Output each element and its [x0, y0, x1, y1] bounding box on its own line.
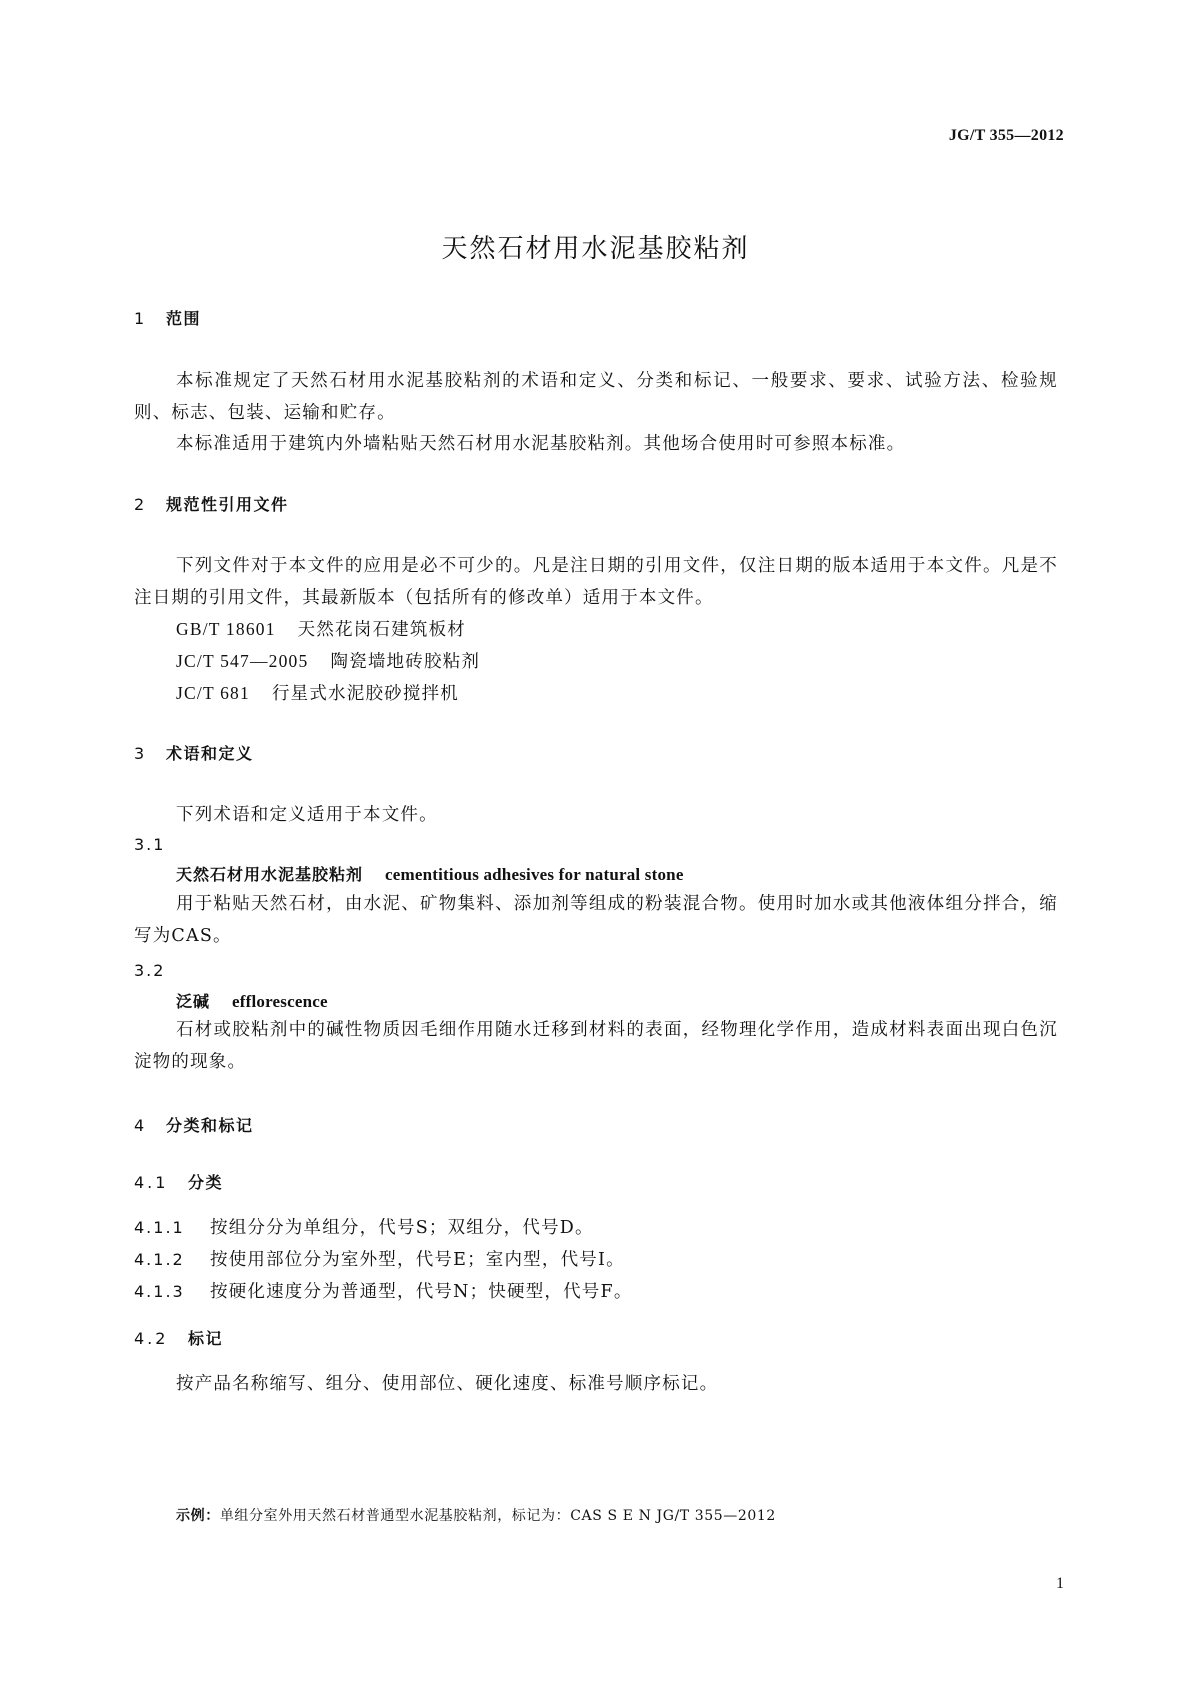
reference-item — [176, 645, 480, 678]
section-number: 3 — [134, 744, 146, 763]
clause-number: 4.1.1 — [134, 1218, 185, 1237]
example-label: 示例： — [176, 1508, 220, 1524]
section-number: 4.1 — [134, 1173, 169, 1192]
section-2-paragraph-1: 下列文件对于本文件的应用是必不可少的。凡是注日期的引用文件，仅注日期的版本适用于本文件。凡是不注日期的引用文件，其最新版本（包括所有的修改单）适用于本文件。 — [134, 556, 1058, 608]
term-heading — [176, 989, 328, 1012]
section-2-heading — [134, 492, 289, 515]
reference-title: 天然花岗石建筑板材 — [297, 620, 466, 640]
term-number: 3.1 — [134, 835, 166, 854]
section-title: 分类 — [188, 1173, 224, 1192]
section-number: 1 — [134, 309, 146, 328]
classification-item — [134, 1278, 633, 1303]
section-title: 范围 — [166, 309, 202, 328]
reference-item — [176, 613, 466, 646]
term-definition: 石材或胶粘剂中的碱性物质因毛细作用随水迁移到材料的表面，经物理化学作用，造成材料表面出现白色沉淀物的现象。 — [134, 1020, 1058, 1072]
reference-title: 行星式水泥胶砂搅拌机 — [271, 684, 459, 704]
reference-title: 陶瓷墙地砖胶粘剂 — [330, 652, 481, 672]
term-definition: 用于粘贴天然石材，由水泥、矿物集料、添加剂等组成的粉装混合物。使用时加水或其他液体组分拌合，缩写为CAS。 — [134, 894, 1058, 946]
reference-code: JC/T 547—2005 — [176, 651, 309, 671]
clause-text: 按使用部位分为室外型，代号E；室内型，代号I。 — [210, 1250, 625, 1270]
section-title: 标记 — [188, 1329, 224, 1348]
section-title: 规范性引用文件 — [166, 495, 289, 514]
section-3-heading — [134, 741, 254, 764]
section-1-heading — [134, 306, 201, 329]
document-title: 天然石材用水泥基胶粘剂 — [441, 234, 750, 264]
clause-text: 按硬化速度分为普通型，代号N；快硬型，代号F。 — [210, 1282, 633, 1302]
section-title: 分类和标记 — [166, 1116, 254, 1135]
section-number: 4 — [134, 1116, 146, 1135]
classification-item — [134, 1246, 625, 1271]
example-note — [176, 1505, 776, 1525]
section-1-paragraph-2: 本标准适用于建筑内外墙粘贴天然石材用水泥基胶粘剂。其他场合使用时可参照本标准。 — [176, 434, 906, 454]
section-4-heading — [134, 1113, 254, 1136]
section-title: 术语和定义 — [166, 744, 254, 763]
section-number: 2 — [134, 495, 146, 514]
section-4-1-heading — [134, 1170, 223, 1193]
reference-item — [176, 677, 459, 710]
section-3-intro: 下列术语和定义适用于本文件。 — [176, 805, 438, 825]
term-chinese: 天然石材用水泥基胶粘剂 — [176, 865, 364, 884]
clause-text: 按组分分为单组分，代号S；双组分，代号D。 — [210, 1218, 594, 1238]
classification-item — [134, 1214, 594, 1239]
term-number: 3.2 — [134, 961, 166, 980]
standard-code: JG/T 355—2012 — [948, 127, 1064, 144]
term-english: efflorescence — [232, 992, 328, 1011]
section-4-2-paragraph: 按产品名称缩写、组分、使用部位、硬化速度、标准号顺序标记。 — [176, 1374, 719, 1394]
example-text: 单组分室外用天然石材普通型水泥基胶粘剂，标记为：CAS S E N JG/T 355—2012 — [219, 1508, 776, 1524]
section-1-paragraph-1: 本标准规定了天然石材用水泥基胶粘剂的术语和定义、分类和标记、一般要求、要求、试验方法、检验规则、标志、包装、运输和贮存。 — [134, 371, 1058, 423]
term-chinese: 泛碱 — [176, 992, 211, 1011]
section-4-2-heading — [134, 1326, 223, 1349]
reference-code: JC/T 681 — [176, 683, 250, 703]
term-heading — [176, 862, 684, 885]
section-number: 4.2 — [134, 1329, 169, 1348]
clause-number: 4.1.3 — [134, 1282, 185, 1301]
page-number: 1 — [1056, 1575, 1064, 1592]
term-english: cementitious adhesives for natural stone — [385, 865, 684, 884]
clause-number: 4.1.2 — [134, 1250, 185, 1269]
reference-code: GB/T 18601 — [176, 619, 276, 639]
